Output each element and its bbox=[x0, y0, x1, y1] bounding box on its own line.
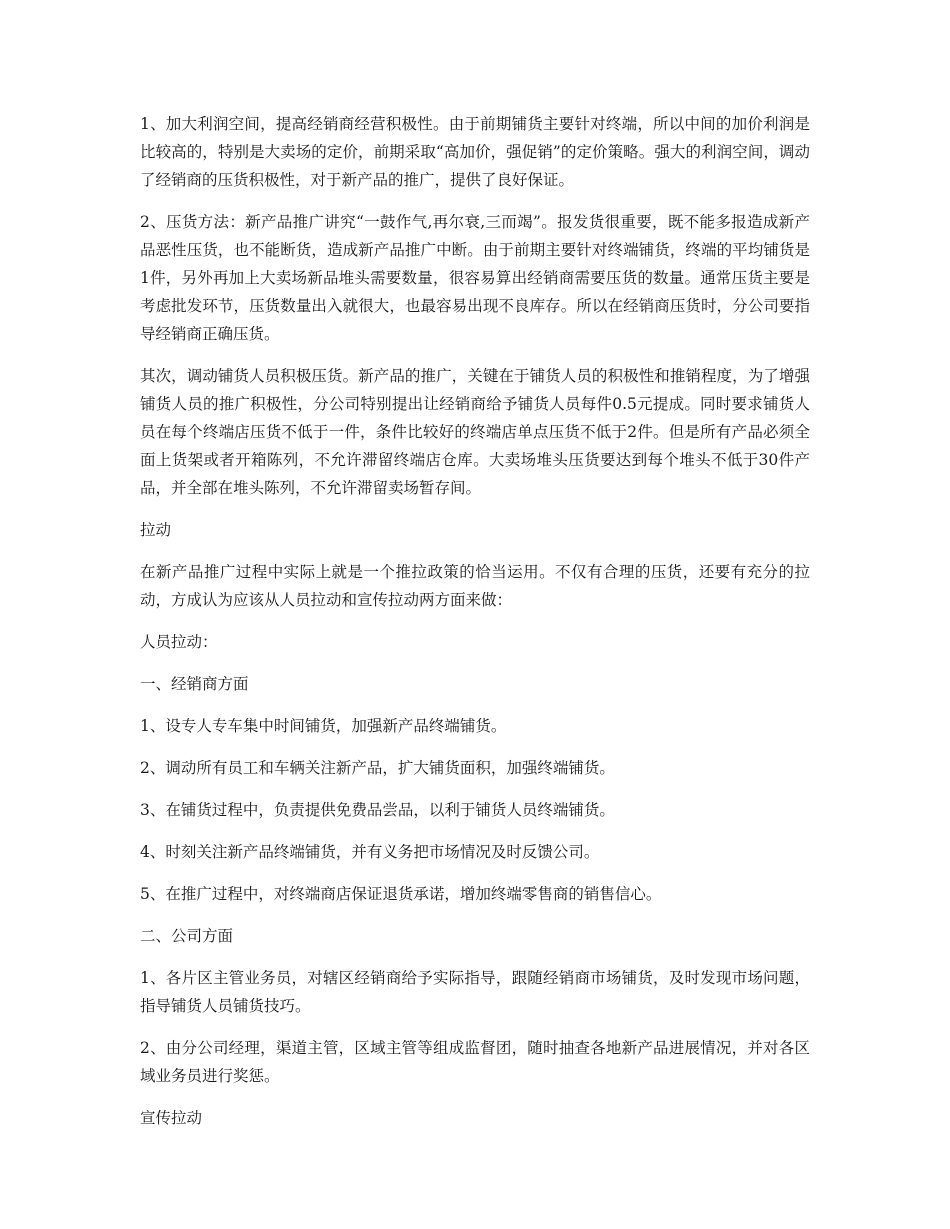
list-item-distributor-4: 4、时刻关注新产品终端铺货，并有义务把市场情况及时反馈公司。 bbox=[140, 843, 600, 861]
heading-company-side: 二、公司方面 bbox=[140, 927, 234, 945]
paragraph-push-pull-policy: 在新产品推广过程中实际上就是一个推拉政策的恰当运用。不仅有合理的压货，还要有充分的拉动，方成认为应该从人员拉动和宣传拉动两方面来做： bbox=[140, 563, 810, 609]
paragraph-motivate-staff: 其次，调动铺货人员积极压货。新产品的推广，关键在于铺货人员的积极性和推销程度，为了增强铺货人员的推广积极性，分公司特别提出让经销商给予铺货人员每件0.5元提成。同时要求铺货人员在每个终端店压货不低于一件，条件比较好的终端店单点压货不低于2件。但是所有产品必须全面上货架或者开箱陈列，不允许滞留终端店仓库。大卖场堆头压货要达到每个堆头不低于30件产品，并全部在堆头陈列，不允许滞留卖场暂存间。 bbox=[140, 367, 810, 497]
list-item-distributor-2: 2、调动所有员工和车辆关注新产品，扩大铺货面积，加强终端铺货。 bbox=[140, 759, 615, 777]
paragraph-profit-space: 1、加大利润空间，提高经销商经营积极性。由于前期铺货主要针对终端，所以中间的加价利润是比较高的，特别是大卖场的定价，前期采取“高加价，强促销”的定价策略。强大的利润空间，调动了经销商的压货积极性，对于新产品的推广，提供了良好保证。 bbox=[140, 115, 810, 189]
heading-pull: 拉动 bbox=[140, 521, 172, 539]
list-item-company-2: 2、由分公司经理，渠道主管，区域主管等组成监督团，随时抽查各地新产品进展情况，并对各区域业务员进行奖惩。 bbox=[140, 1039, 810, 1085]
list-item-company-1: 1、各片区主管业务员，对辖区经销商给予实际指导，跟随经销商市场铺货，及时发现市场问题，指导铺货人员铺货技巧。 bbox=[140, 969, 810, 1015]
paragraph-stocking-method: 2、压货方法：新产品推广讲究“一鼓作气,再尔衰,三而竭”。报发货很重要，既不能多报造成新产品恶性压货，也不能断货，造成新产品推广中断。由于前期主要针对终端铺货，终端的平均铺货是1件，另外再加上大卖场新品堆头需要数量，很容易算出经销商需要压货的数量。通常压货主要是考虑批发环节，压货数量出入就很大，也最容易出现不良库存。所以在经销商压货时，分公司要指导经销商正确压货。 bbox=[140, 213, 810, 343]
heading-distributor-side: 一、经销商方面 bbox=[140, 675, 249, 693]
heading-promotion-pull: 宣传拉动 bbox=[140, 1109, 203, 1127]
list-item-distributor-1: 1、设专人专车集中时间铺货，加强新产品终端铺货。 bbox=[140, 717, 507, 735]
document-body bbox=[140, 110, 810, 1146]
list-item-distributor-3: 3、在铺货过程中，负责提供免费品尝品，以利于铺货人员终端铺货。 bbox=[140, 801, 615, 819]
heading-personnel-pull: 人员拉动： bbox=[140, 633, 218, 651]
list-item-distributor-5: 5、在推广过程中，对终端商店保证退货承诺，增加终端零售商的销售信心。 bbox=[140, 885, 662, 903]
